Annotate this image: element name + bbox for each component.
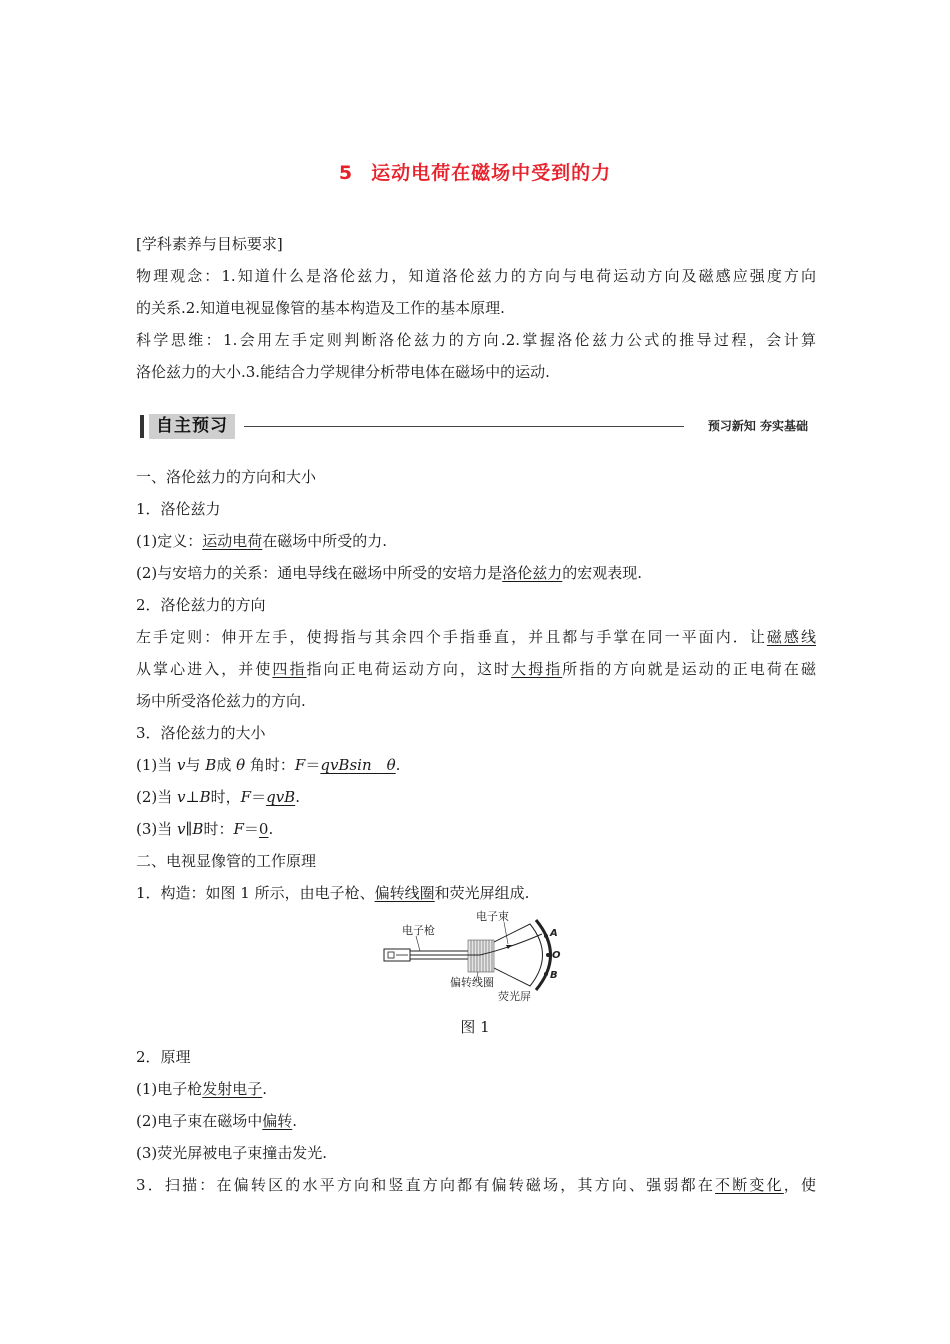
answer-blank: 四指 xyxy=(272,660,307,678)
banner-tag: 预习新知 夯实基础 xyxy=(707,419,808,433)
deflection-coil xyxy=(468,940,494,972)
label-screen: 荧光屏 xyxy=(498,990,531,1003)
chapter-title: 运动电荷在磁场中受到的力 xyxy=(371,162,612,184)
label-gun: 电子枪 xyxy=(402,924,435,937)
section2-heading: 二、电视显像管的工作原理 xyxy=(136,852,317,870)
answer-blank: qvBsin θ xyxy=(320,756,396,774)
banner-bar xyxy=(140,415,144,438)
answer-blank: 发射电子 xyxy=(202,1080,263,1098)
definition-line: (1)定义：运动电荷在磁场中所受的力. xyxy=(136,532,388,550)
gun-cathode xyxy=(388,952,394,958)
left-hand-rule-line3: 场中所受洛伦兹力的方向. xyxy=(136,692,306,710)
label-o: O xyxy=(552,950,561,961)
page-title xyxy=(0,158,950,185)
relation-line: (2)与安培力的关系：通电导线在磁场中所受的安培力是洛伦兹力的宏观表现. xyxy=(136,564,643,582)
left-hand-rule-line2: 从掌心进入，并使四指指向正电荷运动方向，这时大拇指所指的方向就是运动的正电荷在磁 xyxy=(136,660,816,678)
goals-physics-line2: 的关系.2.知道电视显像管的基本构造及工作的基本原理. xyxy=(136,299,505,317)
point-b-dot xyxy=(544,972,548,976)
answer-blank: qvB xyxy=(266,788,296,806)
label-beam: 电子束 xyxy=(476,910,509,923)
scan-line: 3．扫描：在偏转区的水平方向和竖直方向都有偏转磁场，其方向、强弱都在不断变化，使 xyxy=(136,1176,816,1194)
crt-diagram xyxy=(380,906,570,1006)
answer-blank: 0 xyxy=(258,820,269,838)
lorentz-force-title: 1．洛伦兹力 xyxy=(136,500,221,518)
case-2-line: (2)当 v⊥B时，F＝qvB. xyxy=(136,788,300,806)
principle-1: (1)电子枪发射电子. xyxy=(136,1080,268,1098)
crt-figure xyxy=(380,906,570,1006)
principle-3: (3)荧光屏被电子束撞击发光. xyxy=(136,1144,328,1162)
label-coil: 偏转线圈 xyxy=(450,976,494,989)
section1-heading: 一、洛伦兹力的方向和大小 xyxy=(136,468,317,486)
answer-blank: 偏转线圈 xyxy=(374,884,435,902)
chapter-number: 5 xyxy=(338,162,354,184)
goals-science-line2: 洛伦兹力的大小.3.能结合力学规律分析带电体在磁场中的运动. xyxy=(136,363,550,381)
figure-caption: 图 1 xyxy=(460,1018,490,1036)
goals-heading: [学科素养与目标要求] xyxy=(136,235,283,253)
case-3-line: (3)当 v∥B时：F＝0. xyxy=(136,820,274,838)
section-banner xyxy=(136,412,816,442)
left-hand-rule-line1: 左手定则：伸开左手，使拇指与其余四个手指垂直，并且都与手掌在同一平面内．让磁感线 xyxy=(136,628,816,646)
goals-physics-line1: 物理观念：1.知道什么是洛伦兹力，知道洛伦兹力的方向与电荷运动方向及磁感应强度方向 xyxy=(136,267,816,285)
answer-blank: 磁感线 xyxy=(766,628,816,646)
answer-blank: 不断变化 xyxy=(715,1176,784,1194)
answer-blank: 大拇指 xyxy=(511,660,563,678)
answer-blank: 运动电荷 xyxy=(202,532,263,550)
label-a: A xyxy=(550,928,558,939)
case-1-line: (1)当 v与 B成 θ 角时：F＝qvBsin θ. xyxy=(136,756,401,774)
magnitude-title: 3．洛伦兹力的大小 xyxy=(136,724,266,742)
direction-title: 2．洛伦兹力的方向 xyxy=(136,596,266,614)
answer-blank: 偏转 xyxy=(262,1112,293,1130)
principle-title: 2．原理 xyxy=(136,1048,191,1066)
label-b: B xyxy=(550,970,558,981)
point-o-dot xyxy=(546,953,550,957)
principle-2: (2)电子束在磁场中偏转. xyxy=(136,1112,298,1130)
answer-blank: 洛伦兹力 xyxy=(502,564,563,582)
structure-line: 1．构造：如图 1 所示，由电子枪、偏转线圈和荧光屏组成. xyxy=(136,884,530,902)
banner-rule xyxy=(244,426,684,427)
point-a-dot xyxy=(544,934,548,938)
banner-label: 自主预习 xyxy=(149,414,235,439)
goals-science-line1: 科学思维：1.会用左手定则判断洛伦兹力的方向.2.掌握洛伦兹力公式的推导过程，会计算 xyxy=(136,331,816,349)
